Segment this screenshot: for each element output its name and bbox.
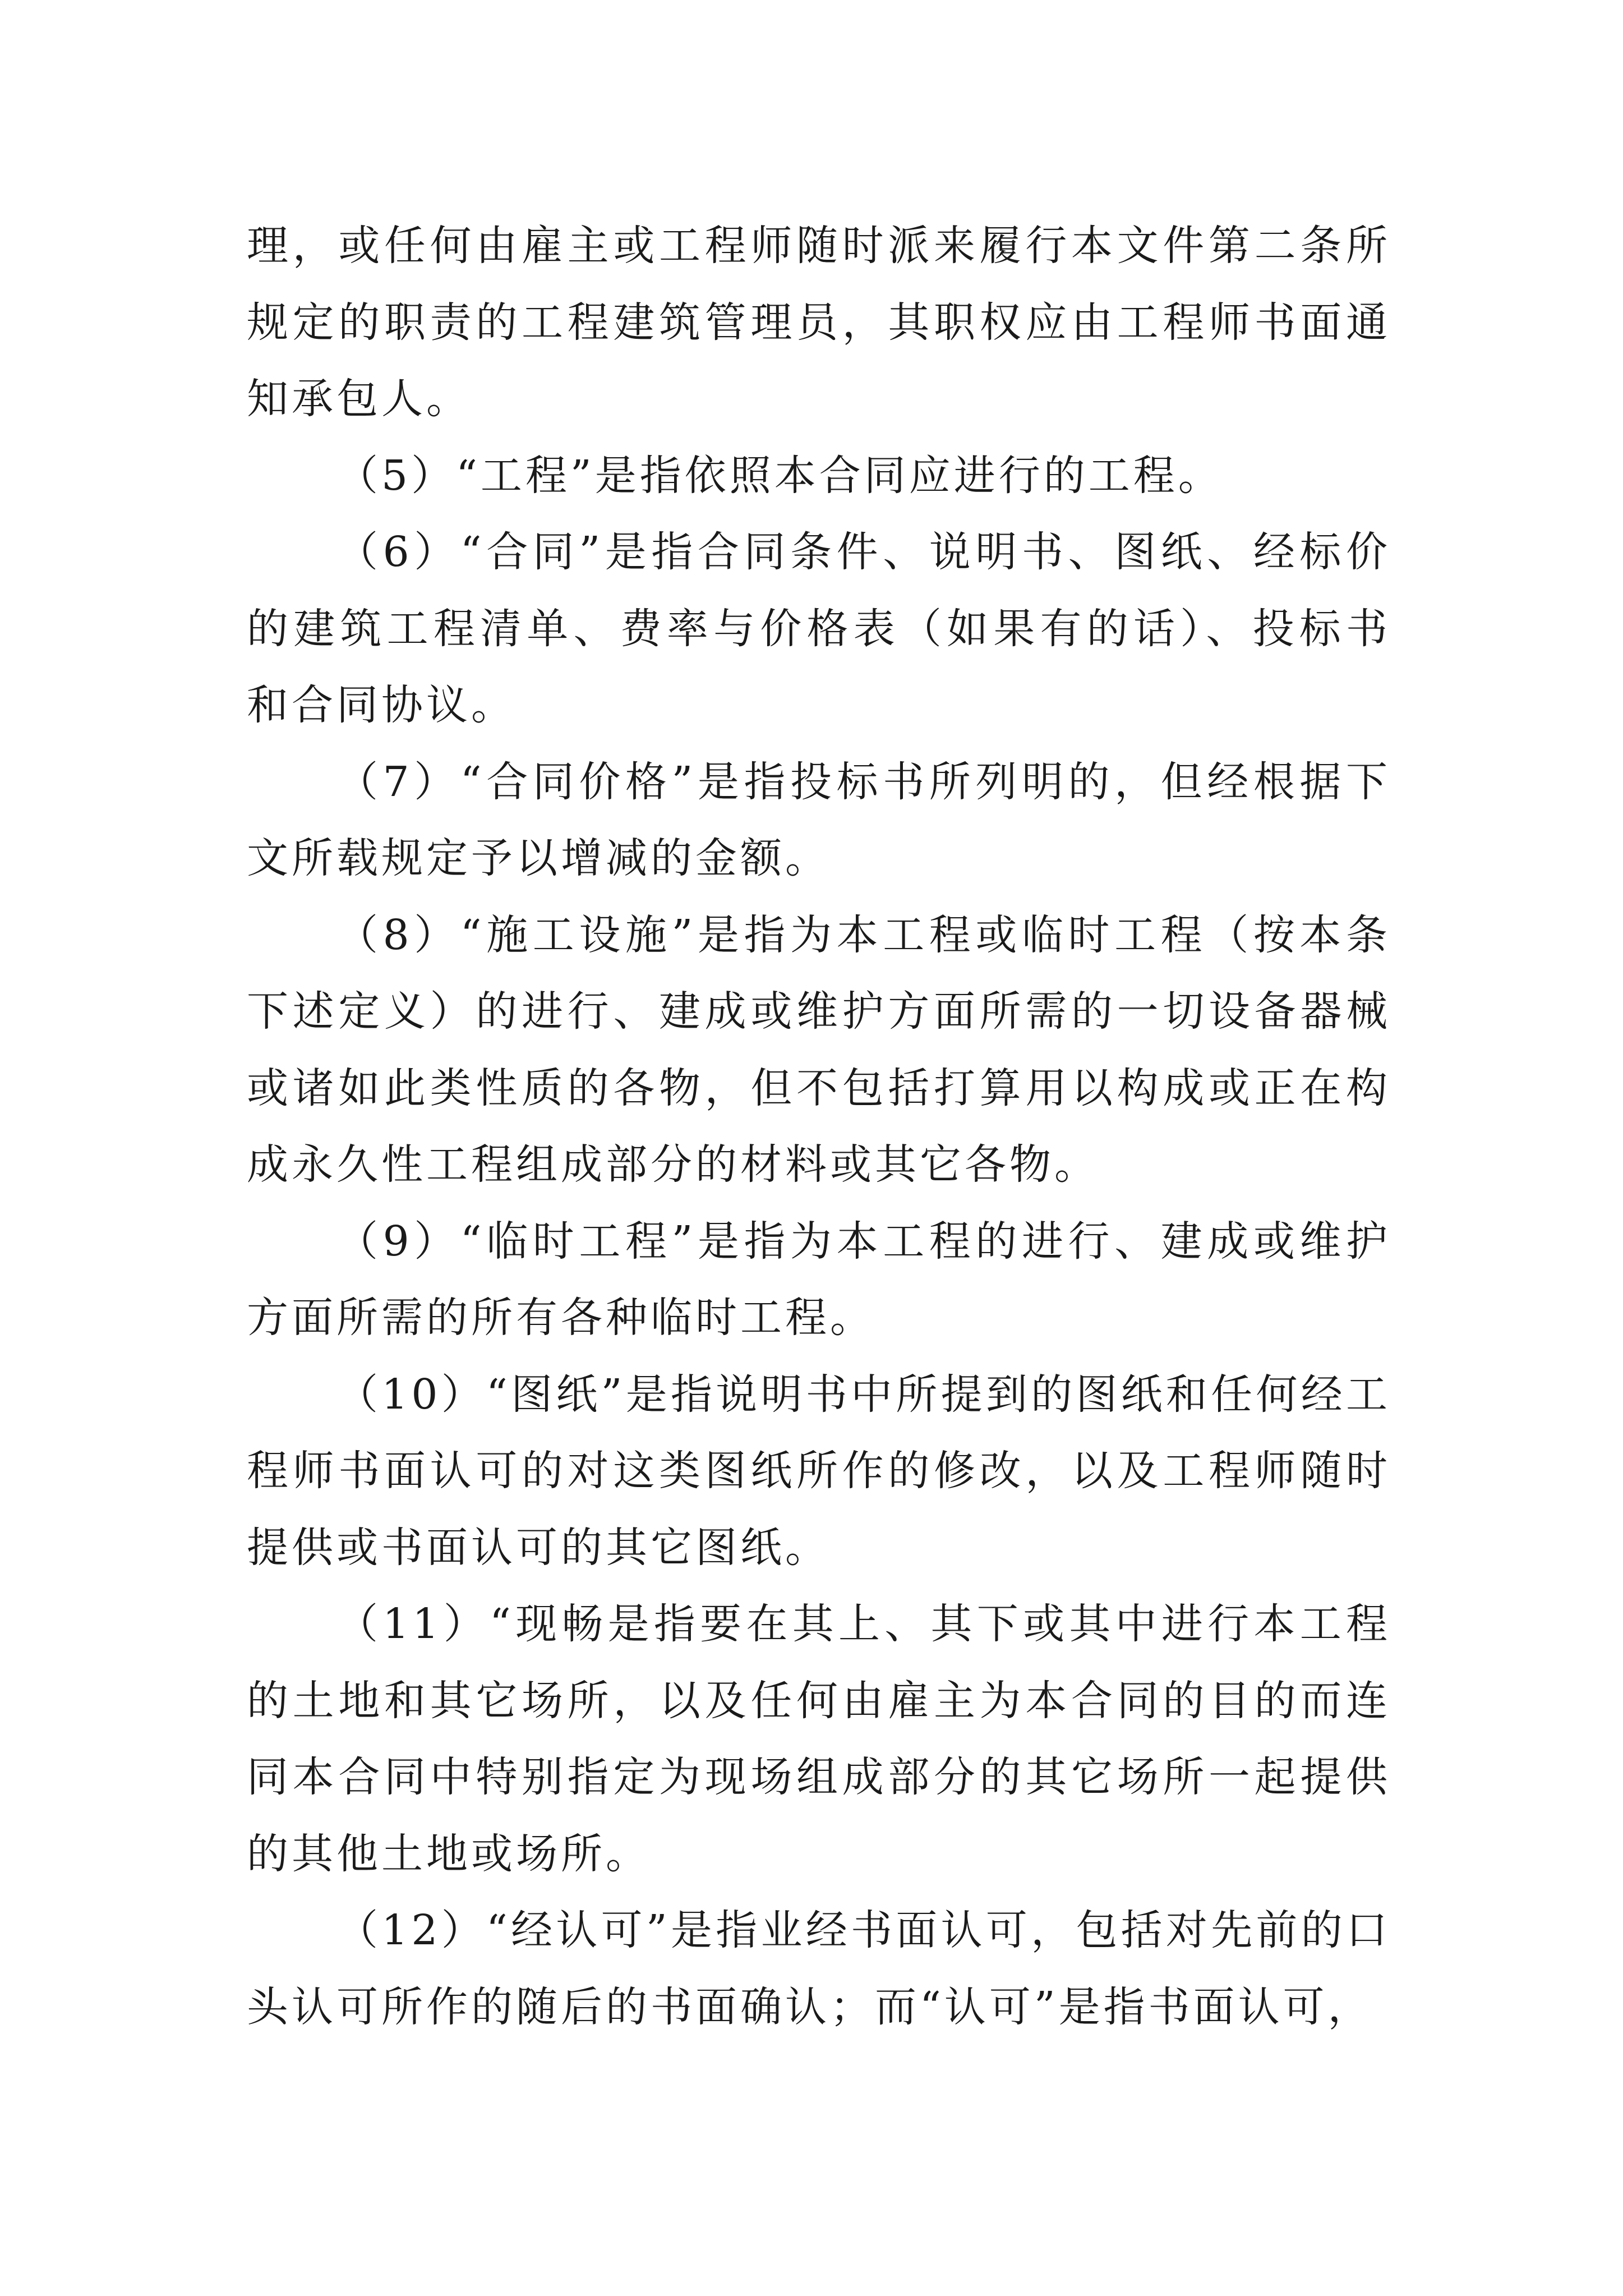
paragraph-clause-8: （8）“施工设施”是指为本工程或临时工程（按本条下述定义）的进行、建成或维护方面所需的一切设备器械或诸如此类性质的各物，但不包括打算用以构成或正在构成永久性工程组成部分的材料或其它各物。 xyxy=(247,910,1391,1189)
paragraph-clause-7: （7）“合同价格”是指投标书所列明的，但经根据下文所载规定予以增减的金额。 xyxy=(247,757,1391,882)
document-body xyxy=(247,208,1391,2045)
paragraph-clause-12: （12）“经认可”是指业经书面认可，包括对先前的口头认可所作的随后的书面确认；而“认可”是指书面认可， xyxy=(247,1906,1391,2031)
paragraph-clause-5: （5）“工程”是指依照本合同应进行的工程。 xyxy=(336,451,1223,500)
paragraph-clause-10: （10）“图纸”是指说明书中所提到的图纸和任何经工程师书面认可的对这类图纸所作的修改，以及工程师随时提供或书面认可的其它图纸。 xyxy=(247,1370,1391,1572)
paragraph-continuation: 理，或任何由雇主或工程师随时派来履行本文件第二条所规定的职责的工程建筑管理员，其职权应由工程师书面通知承包人。 xyxy=(247,222,1391,423)
paragraph-clause-9: （9）“临时工程”是指为本工程的进行、建成或维护方面所需的所有各种临时工程。 xyxy=(247,1217,1391,1342)
paragraph-clause-6: （6）“合同”是指合同条件、说明书、图纸、经标价的建筑工程清单、费率与价格表（如果有的话）、投标书和合同协议。 xyxy=(247,528,1391,729)
paragraph-clause-11: （11）“现畅是指要在其上、其下或其中进行本工程的土地和其它场所，以及任何由雇主为本合同的目的而连同本合同中特别指定为现场组成部分的其它场所一起提供的其他土地或场所。 xyxy=(247,1600,1391,1878)
